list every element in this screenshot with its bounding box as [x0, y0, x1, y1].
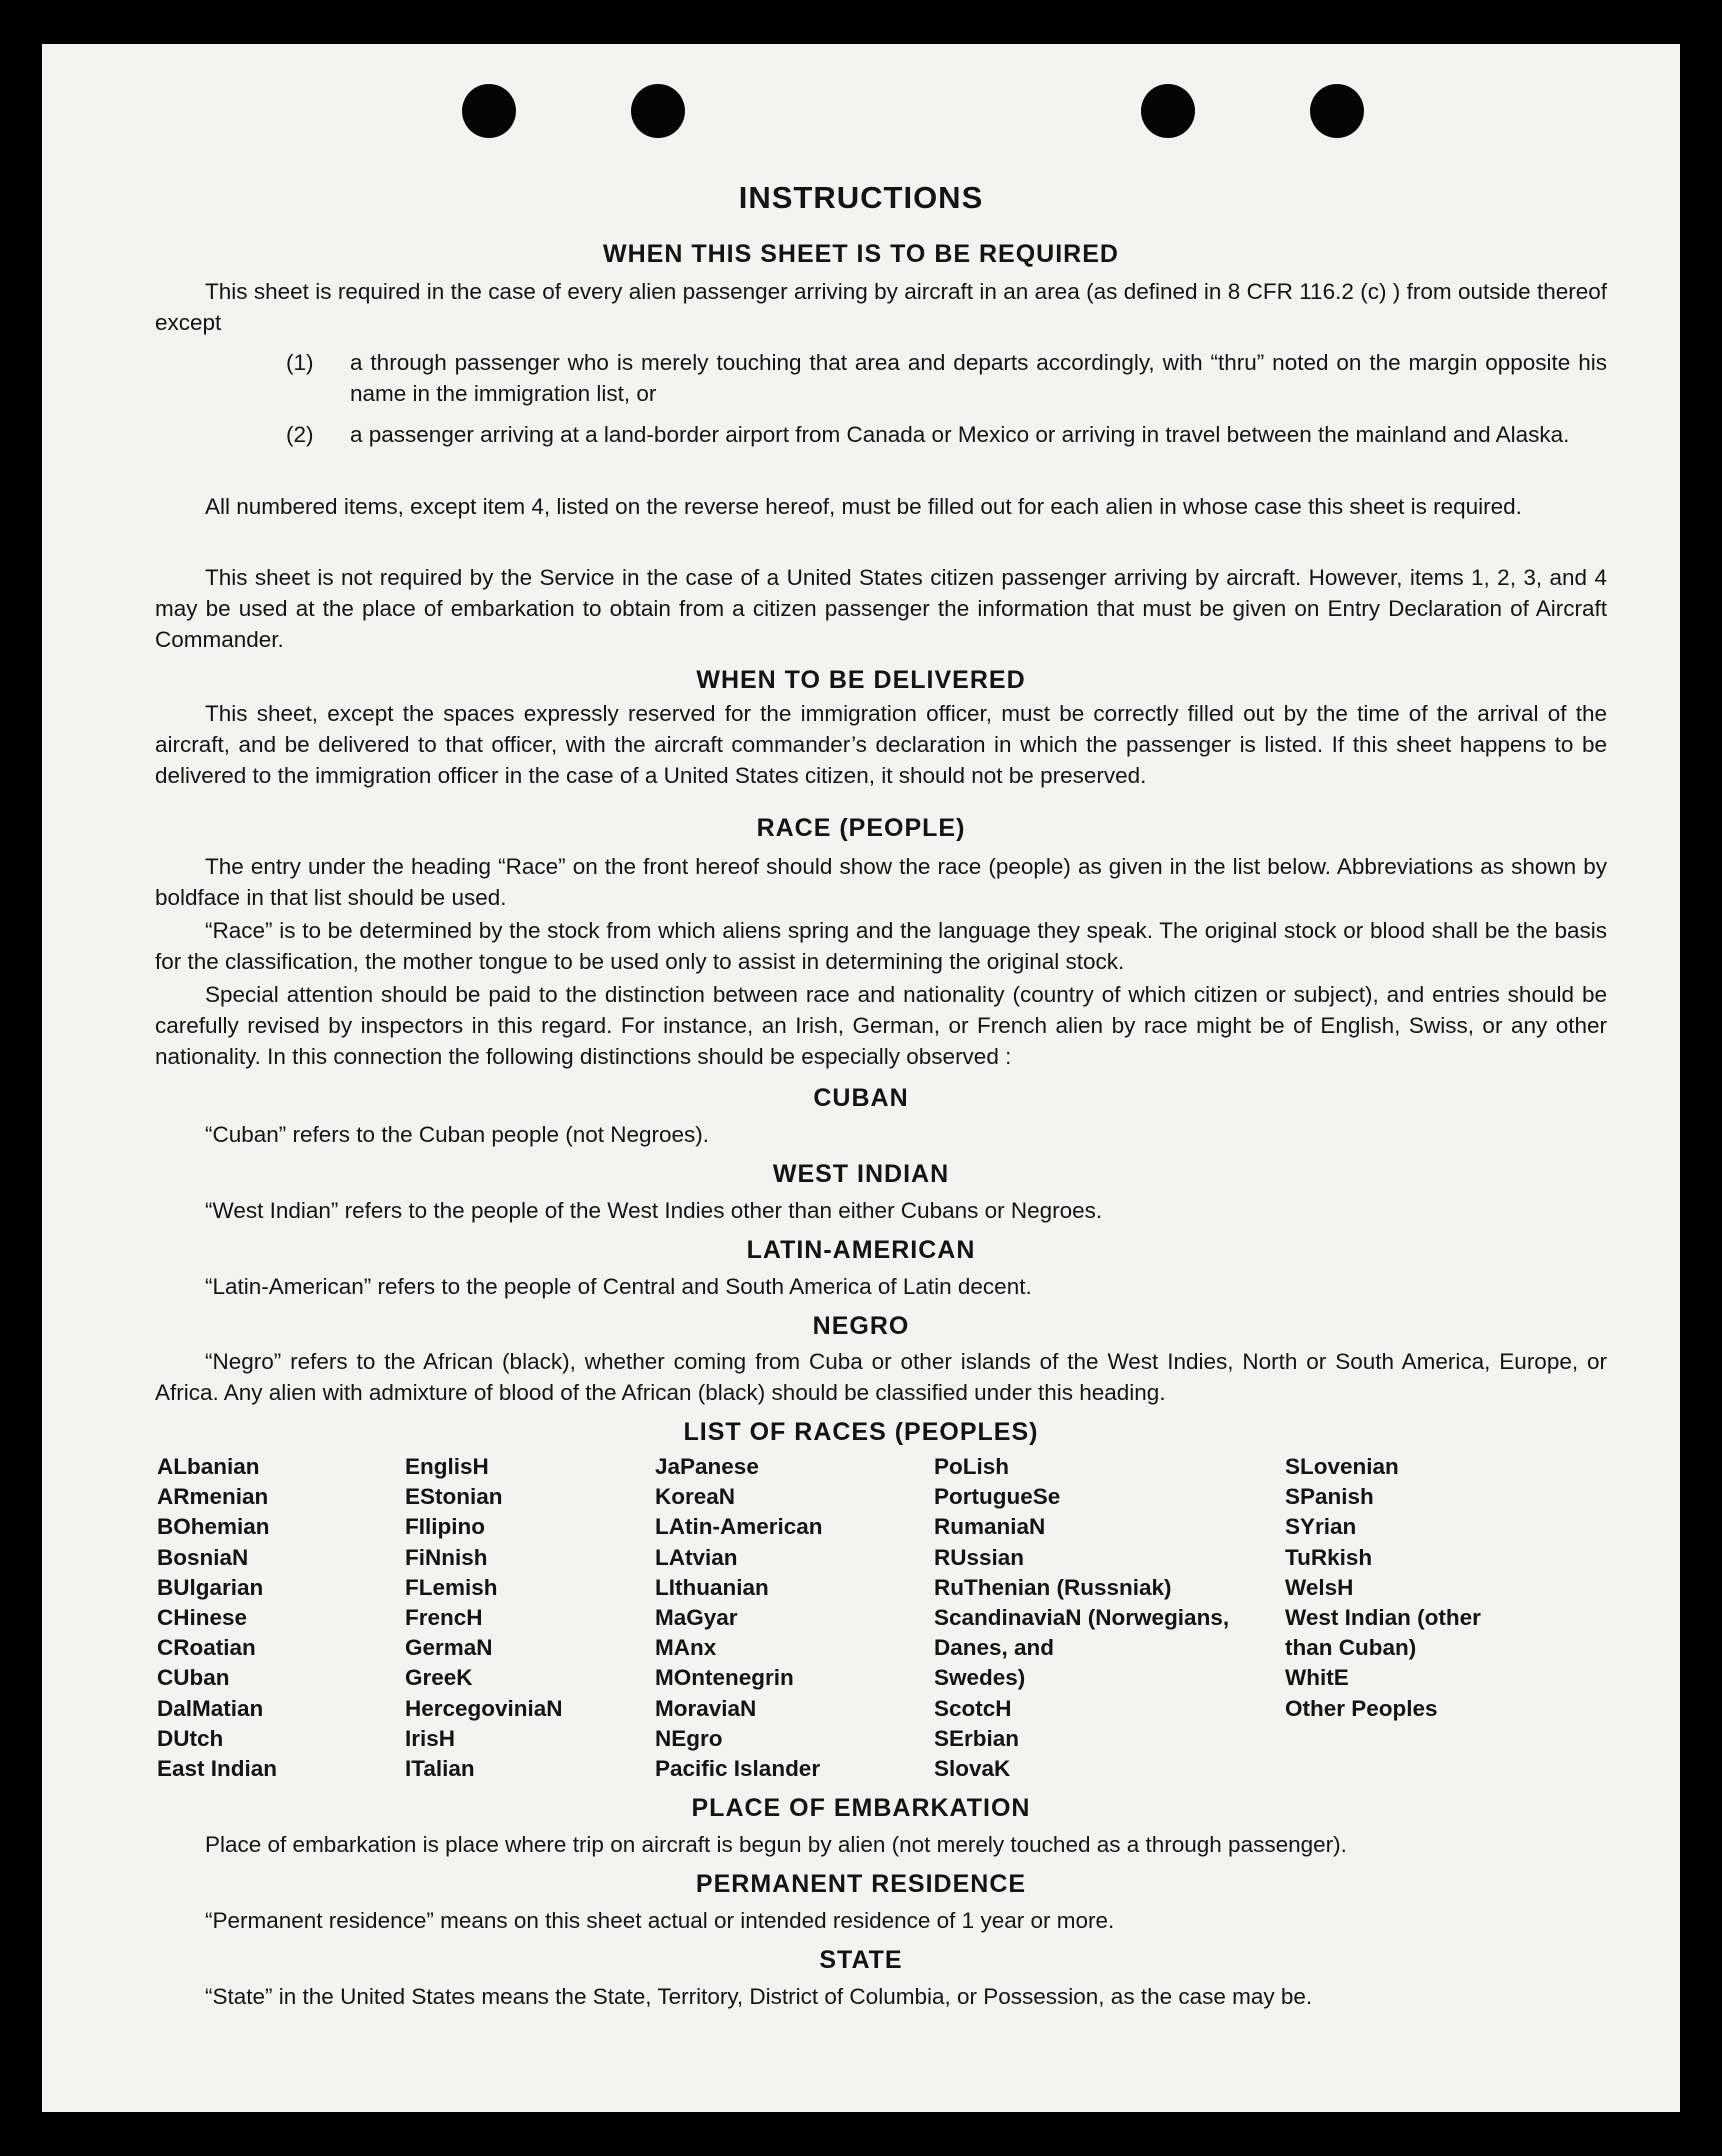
- race-item: DUtch: [157, 1725, 224, 1751]
- paragraph: The entry under the heading “Race” on the front hereof should show the race (people) as given in the list below. Abbreviations as shown by boldface in that list should be used.: [155, 854, 1607, 910]
- section-heading-embarkation: PLACE OF EMBARKATION: [691, 1794, 1031, 1822]
- section-heading-negro: NEGRO: [812, 1312, 910, 1340]
- race-item: TuRkish: [1285, 1544, 1373, 1570]
- race-item: LAtvian: [655, 1544, 738, 1570]
- paragraph: All numbered items, except item 4, listed on the reverse hereof, must be filled out for each alien in whose case this sheet is required.: [205, 494, 1522, 519]
- race-item: East Indian: [157, 1756, 278, 1782]
- races-column-4: [934, 1452, 1229, 1784]
- race-item: KoreaN: [655, 1484, 736, 1510]
- races-column-1: [157, 1452, 277, 1784]
- race-item: GreeK: [405, 1665, 473, 1691]
- race-item: RuThenian (Russniak): [934, 1574, 1172, 1600]
- section-heading-race: RACE (PEOPLE): [756, 814, 966, 842]
- paragraph: “Race” is to be determined by the stock from which aliens spring and the language they speak. The original stock or blood shall be the basis for the classification, the mother tongue to be used only to assist in determining the original stock.: [155, 918, 1607, 974]
- race-item: Danes, and: [934, 1635, 1055, 1661]
- race-item: SlovaK: [934, 1756, 1011, 1782]
- race-item: EnglisH: [405, 1454, 489, 1479]
- race-item: JaPanese: [655, 1454, 759, 1479]
- section-heading-west-indian: WEST INDIAN: [772, 1160, 950, 1188]
- race-item: DalMatian: [157, 1695, 264, 1721]
- race-item: WelsH: [1285, 1574, 1354, 1600]
- race-item: EStonian: [405, 1484, 503, 1510]
- section-heading-required: WHEN THIS SHEET IS TO BE REQUIRED: [603, 240, 1119, 268]
- race-item: FrencH: [405, 1605, 483, 1631]
- race-item: MAnx: [655, 1635, 717, 1661]
- punch-hole: [1141, 84, 1195, 138]
- paragraph: “State” in the United States means the State, Territory, District of Columbia, or Possession, as the case may be.: [205, 1984, 1313, 2009]
- paragraph: This sheet is required in the case of every alien passenger arriving by aircraft in an area (as defined in 8 CFR 116.2 (c) ) from outside thereof except: [155, 279, 1607, 335]
- race-item: FiNnish: [405, 1544, 488, 1570]
- race-item: CUban: [157, 1665, 230, 1691]
- race-item: GermaN: [405, 1635, 493, 1661]
- race-item: Swedes): [934, 1665, 1026, 1691]
- race-item: MoraviaN: [655, 1695, 757, 1721]
- race-item: RUssian: [934, 1544, 1025, 1570]
- race-item: BUlgarian: [157, 1574, 264, 1600]
- race-item: SLovenian: [1285, 1454, 1399, 1479]
- race-item: West Indian (other: [1285, 1605, 1481, 1631]
- section-heading-delivered: WHEN TO BE DELIVERED: [696, 666, 1026, 694]
- races-column-3: [655, 1452, 823, 1784]
- race-item: NEgro: [655, 1725, 723, 1751]
- race-item: Pacific Islander: [655, 1756, 821, 1782]
- paragraph: Place of embarkation is place where trip on aircraft is begun by alien (not merely touched as a through passenger).: [205, 1832, 1347, 1857]
- item-number: (1): [286, 350, 314, 375]
- race-item: PoLish: [934, 1454, 1010, 1479]
- race-item: ARmenian: [157, 1484, 269, 1510]
- race-item: FLemish: [405, 1574, 498, 1600]
- paragraph: “Latin-American” refers to the people of Central and South America of Latin decent.: [205, 1274, 1032, 1299]
- race-item: RumaniaN: [934, 1514, 1046, 1540]
- races-column-5: [1285, 1452, 1481, 1724]
- page-title: INSTRUCTIONS: [738, 180, 984, 215]
- race-item: BosniaN: [157, 1544, 249, 1570]
- race-item: MOntenegrin: [655, 1665, 794, 1691]
- race-item: ALbanian: [157, 1454, 260, 1479]
- race-item: Other Peoples: [1285, 1695, 1438, 1721]
- paragraph: a passenger arriving at a land-border airport from Canada or Mexico or arriving in travel between the mainland and Alaska.: [350, 422, 1570, 447]
- race-item: LAtin-American: [655, 1514, 823, 1540]
- punch-hole: [462, 84, 516, 138]
- race-item: SPanish: [1285, 1484, 1374, 1510]
- paragraph: “West Indian” refers to the people of the West Indies other than either Cubans or Negroes.: [205, 1198, 1103, 1223]
- race-item: CHinese: [157, 1605, 248, 1631]
- paragraph: “Permanent residence” means on this sheet actual or intended residence of 1 year or more.: [205, 1908, 1115, 1933]
- section-heading-latin-american: LATIN-AMERICAN: [746, 1236, 976, 1264]
- race-item: WhitE: [1285, 1665, 1349, 1691]
- section-heading-races-list: LIST OF RACES (PEOPLES): [683, 1418, 1039, 1446]
- race-item: LIthuanian: [655, 1574, 769, 1600]
- race-item: MaGyar: [655, 1605, 738, 1631]
- document-page: [42, 44, 1680, 2112]
- paragraph: This sheet, except the spaces expressly reserved for the immigration officer, must be correctly filled out by the time of the arrival of the aircraft, and be delivered to that officer, with the aircraft commander’s declaration in which the passenger is listed. If this sheet happens to be delivered to the immigration officer in the case of a United States citizen, it should not be preserved.: [155, 701, 1607, 788]
- section-heading-cuban: CUBAN: [813, 1084, 909, 1112]
- race-item: SYrian: [1285, 1514, 1357, 1540]
- paragraph: “Cuban” refers to the Cuban people (not Negroes).: [205, 1122, 710, 1147]
- race-item: ITalian: [405, 1756, 475, 1782]
- races-column-2: [405, 1452, 563, 1784]
- punch-hole: [631, 84, 685, 138]
- punch-hole: [1310, 84, 1364, 138]
- race-item: BOhemian: [157, 1514, 270, 1540]
- section-heading-state: STATE: [819, 1946, 903, 1974]
- paragraph: Special attention should be paid to the distinction between race and nationality (country of which citizen or subject), and entries should be carefully revised by inspectors in this regard. For instance, an Irish, German, or French alien by race might be of English, Swiss, or any other nationality. In this connection the following distinctions should be especially observed :: [155, 982, 1607, 1069]
- section-heading-residence: PERMANENT RESIDENCE: [695, 1870, 1027, 1898]
- race-item: ScandinaviaN (Norwegians,: [934, 1605, 1230, 1631]
- race-item: IrisH: [405, 1725, 456, 1751]
- race-item: SErbian: [934, 1725, 1020, 1751]
- race-item: HercegoviniaN: [405, 1695, 563, 1721]
- race-item: ScotcH: [934, 1695, 1012, 1721]
- paragraph: This sheet is not required by the Service in the case of a United States citizen passenger arriving by aircraft. However, items 1, 2, 3, and 4 may be used at the place of embarkation to obtain from a citizen passenger the information that must be given on Entry Declaration of Aircraft Commander.: [155, 565, 1607, 652]
- race-item: CRoatian: [157, 1635, 256, 1661]
- item-number: (2): [286, 422, 314, 447]
- race-item: than Cuban): [1285, 1635, 1417, 1661]
- paragraph: “Negro” refers to the African (black), whether coming from Cuba or other islands of the West Indies, North or South America, Europe, or Africa. Any alien with admixture of blood of the African (black) should be classified under this heading.: [155, 1349, 1607, 1405]
- race-item: FIlipino: [405, 1514, 485, 1540]
- race-item: PortugueSe: [934, 1484, 1061, 1510]
- paragraph: a through passenger who is merely touching that area and departs accordingly, with “thru” noted on the margin opposite his name in the immigration list, or: [350, 350, 1607, 406]
